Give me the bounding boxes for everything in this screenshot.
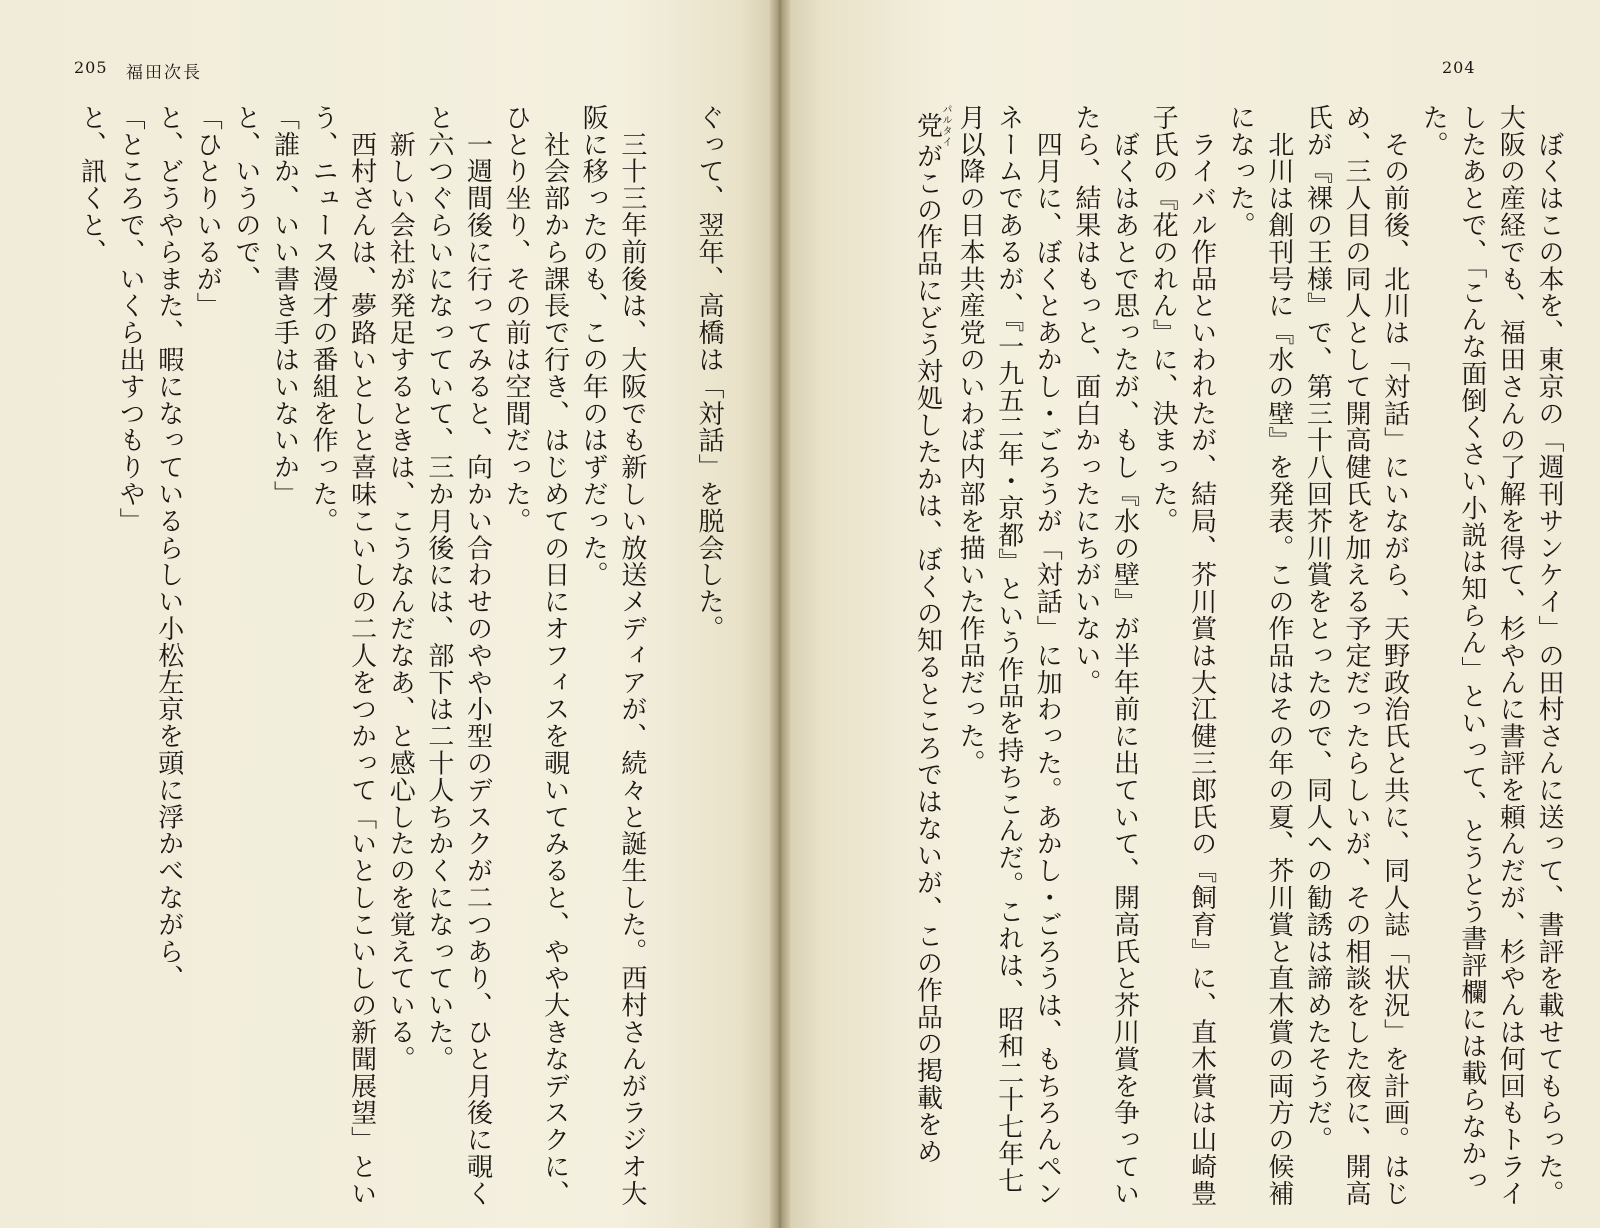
text-line-rest: がこの作品にどう対処したかは、ぼくの知るところではないが、この作品の掲載をめ: [912, 142, 943, 1165]
text-line: ネームであるが、『一九五二年・京都』という作品を持ちこんだ。これは、昭和二十七年七: [993, 104, 1024, 1194]
text-line: 四月に、ぼくとあかし・ごろうが「対話」に加わった。あかし・ごろうは、もちろんペン: [1032, 104, 1063, 1207]
text-line: た。: [1418, 104, 1449, 158]
text-line: 氏が『裸の王様』で、第三十八回芥川賞をとったので、同人への勧誘は諦めたそうだ。: [1302, 104, 1333, 1154]
text-line-with-ruby: [908, 104, 951, 1214]
book-gutter: [770, 0, 790, 1228]
text-line: 北川は創刊号に『水の壁』を発表。この作品はその年の夏、芥川賞と直木賞の両方の候補: [1263, 104, 1294, 1207]
blank-line: [651, 104, 690, 1214]
text-line: め、三人目の同人として開高健氏を加える予定だったらしいが、その相談をした夜に、開高: [1341, 104, 1372, 1207]
text-line: 大阪の産経でも、福田さんの了解を得て、杉やんに書評を頼んだが、杉やんは何回もトライ: [1495, 104, 1526, 1207]
text-line: になった。: [1225, 104, 1256, 239]
text-line: ぼくはあとで思ったが、もし『水の壁』が半年前に出ていて、開高氏と芥川賞を争ってい: [1109, 104, 1140, 1207]
text-line: と、いうので、: [230, 104, 261, 293]
page-number-right: 204: [1442, 58, 1476, 77]
text-line: 阪に移ったのも、この年のはずだった。: [578, 104, 609, 589]
right-page-body: [878, 104, 1568, 1214]
text-line: 一週間後に行ってみると、向かい合わせのやや小型のデスクが二つあり、ひと月後に覗く: [462, 104, 493, 1207]
text-line: と、訊くと、: [76, 104, 107, 266]
text-line: ぐって、翌年、高橋は「対話」を脱会した。: [694, 104, 724, 642]
text-line: 「ひとりいるが」: [192, 104, 223, 320]
text-line: 「誰か、いい書き手はいないか」: [269, 104, 300, 508]
text-line: 三十三年前後は、大阪でも新しい放送メディアが、続々と誕生した。西村さんがラジオ大: [616, 104, 647, 1207]
text-line: たら、結果はもっと、面白かったにちがいない。: [1070, 104, 1101, 696]
text-line: 「ところで、いくら出すつもりや」: [115, 104, 146, 535]
left-page: [0, 0, 770, 1228]
text-line: 社会部から課長で行き、はじめての日にオフィスを覗いてみると、やや大きなデスクに、: [539, 104, 570, 1207]
text-line: ひとり坐り、その前は空間だった。: [501, 104, 532, 535]
text-line: 月以降の日本共産党のいわば内部を描いた作品だった。: [955, 104, 986, 777]
ruby-base: 党: [912, 104, 943, 148]
text-line: ぼくはこの本を、東京の「週刊サンケイ」の田村さんに送って、書評を載せてもらった。: [1534, 104, 1564, 1207]
text-line: と、どうやらまた、暇になっているらしい小松左京を頭に浮かべながら、: [153, 104, 184, 992]
ruby-reading: パルタイ: [940, 104, 951, 148]
ruby-annotation: [912, 104, 951, 148]
text-line: ライバル作品といわれたが、結局、芥川賞は大江健三郎氏の『飼育』に、直木賞は山崎豊: [1186, 104, 1217, 1207]
running-title: 福田次長: [126, 63, 202, 83]
text-line: したあとで、「こんな面倒くさい小説は知らん」といって、とうとう書評欄には載らなかっ: [1456, 104, 1487, 1194]
text-line: 西村さんは、夢路いとしと喜味こいしの二人をつかって「いとしこいしの新聞展望」とい: [346, 104, 377, 1207]
text-line: 子氏の『花のれん』に、決まった。: [1148, 104, 1179, 535]
text-line: う、ニュース漫才の番組を作った。: [308, 104, 339, 535]
page-number-left: 205: [74, 58, 108, 77]
left-page-body: [48, 104, 728, 1214]
text-line: その前後、北川は「対話」にいながら、天野政治氏と共に、同人誌「状況」を計画。はじ: [1379, 104, 1410, 1207]
right-page: [790, 0, 1600, 1228]
text-line: と六つぐらいになっていて、三か月後には、部下は二十人ちかくになっていた。: [423, 104, 454, 1073]
text-line: 新しい会社が発足するときは、こうなんだなあ、と感心したのを覚えている。: [385, 104, 416, 1073]
